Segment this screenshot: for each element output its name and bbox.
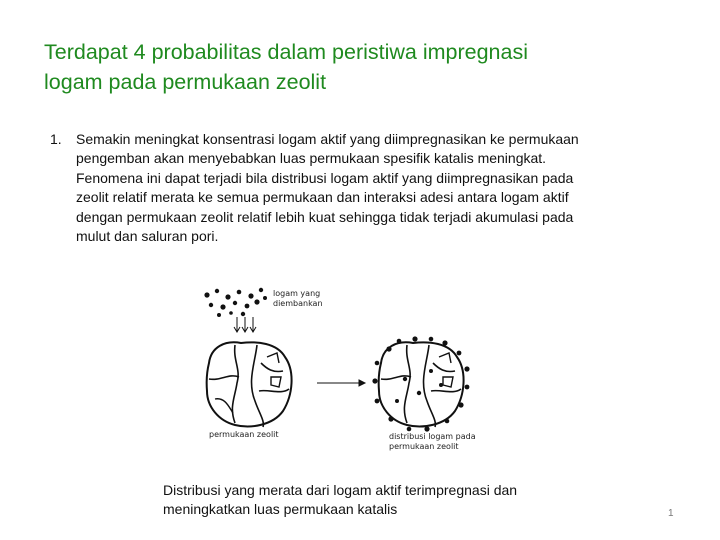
- list-item-line: Fenomena ini dapat terjadi bila distribusi logam aktif yang diimpregnasikan pada: [76, 169, 574, 186]
- title-line-2: logam pada permukaan zeolit: [44, 70, 327, 94]
- label-logam-line2: diembankan: [273, 299, 323, 308]
- slide-title: [44, 37, 684, 97]
- zeolite-particle-left: [207, 342, 292, 427]
- label-zeolit: permukaan zeolit: [209, 430, 279, 439]
- caption-line-1: Distribusi yang merata dari logam aktif terimpregnasi dan: [163, 482, 518, 498]
- list-item: [48, 130, 678, 246]
- label-logam-line1: logam yang: [273, 289, 321, 298]
- label-distribusi-line2: permukaan zeolit: [389, 442, 459, 451]
- figure-caption: [163, 481, 603, 520]
- list-item-line: dengan permukaan zeolit relatif lebih kuat sehingga tidak terjadi akumulasi pada: [76, 208, 574, 225]
- label-distribusi-line1: distribusi logam pada: [389, 432, 476, 441]
- zeolite-particle-right: [379, 342, 464, 427]
- list-item-line: Semakin meningkat konsentrasi logam aktif yang diimpregnasikan ke permukaan: [76, 131, 579, 147]
- list-item-line: pengemban akan menyebabkan luas permukaan spesifik katalis meningkat.: [76, 150, 547, 167]
- metal-particles-falling: [204, 288, 267, 317]
- numbered-list: [48, 130, 678, 246]
- title-line-1: Terdapat 4 probabilitas dalam peristiwa impregnasi: [44, 40, 529, 64]
- arrow-right-icon: [317, 380, 365, 386]
- list-item-line: mulut dan saluran pori.: [76, 228, 219, 245]
- down-arrows-icon: [234, 317, 256, 332]
- zeolite-impregnation-diagram: [195, 283, 495, 458]
- list-item-number: 1.: [50, 131, 62, 147]
- page-number: 1: [668, 508, 674, 519]
- list-item-line: zeolit relatif merata ke semua permukaan dan interaksi adesi antara logam aktif: [76, 189, 569, 206]
- caption-line-2: meningkatkan luas permukaan katalis: [163, 501, 398, 518]
